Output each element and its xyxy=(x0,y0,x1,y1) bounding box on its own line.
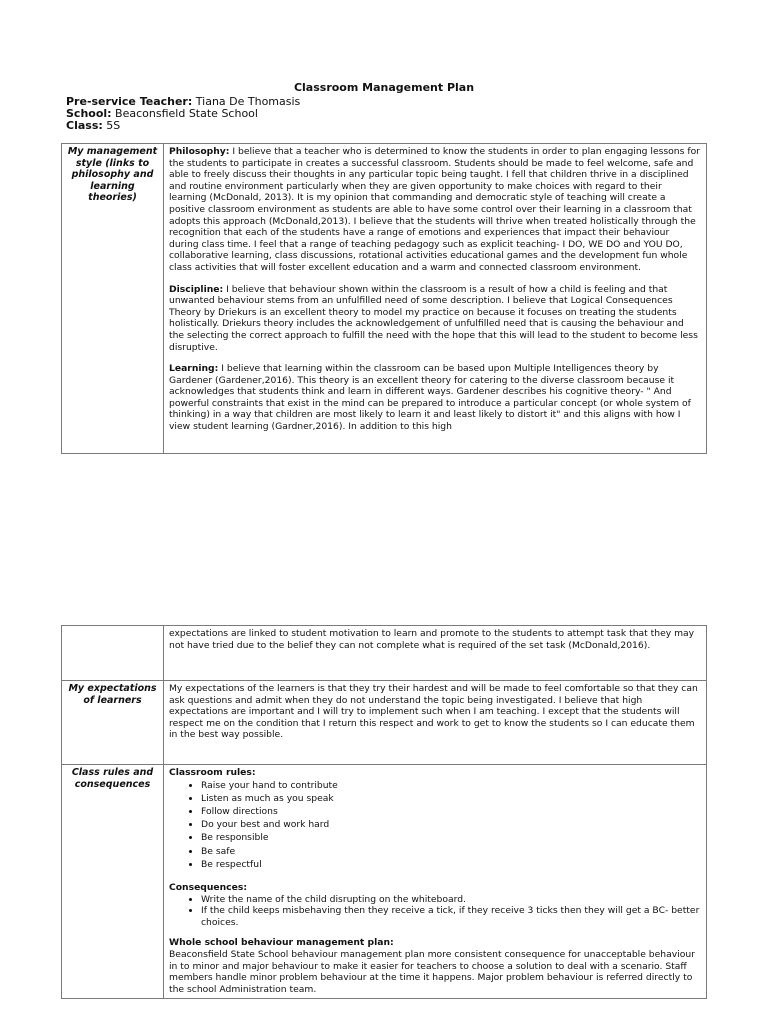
discipline-text: I believe that behaviour shown within the classroom is a result of how a child is feeling and that unwanted behaviour stems from an unfulfilled need of some description. I believe that Logical Consequences Theory by Driekurs is an excellent theory to model my practice on because it focuses on treating the students holistically. Driekurs theory includes the acknowledgement of unfulfilled need that is causing the behaviour and the selecting the correct approach to fulfill the need with the hope that this will lead to the student to become less disruptive. xyxy=(169,283,698,353)
table-row xyxy=(62,681,707,765)
list-item: • Be responsible xyxy=(201,831,701,844)
rules-heading: Classroom rules: xyxy=(169,767,256,778)
philosophy-paragraph xyxy=(169,146,701,274)
whole-school-text: Beaconsfield State School behaviour management plan more consistent consequence for unacceptable behaviour in to minor and major behaviour to make it easier for teachers to choose a solution to deal with a scenario. Staff members handle minor problem behaviour at the time it happens. Major problem behaviour is referred directly to the school Administration team. xyxy=(169,948,695,995)
school-label: School: xyxy=(66,107,112,120)
table-row xyxy=(62,765,707,999)
list-item: • Do your best and work hard xyxy=(201,818,701,831)
philosophy-heading: Philosophy: xyxy=(169,146,230,157)
continued-cell xyxy=(164,626,707,681)
list-item: • Listen as much as you speak xyxy=(201,792,701,805)
page-title: Classroom Management Plan xyxy=(293,81,475,94)
rules-label: Class rules and consequences xyxy=(62,765,164,999)
list-item: • Raise your hand to contribute xyxy=(201,779,701,792)
class-line xyxy=(66,120,120,132)
class-value: 5S xyxy=(102,119,121,132)
learning-paragraph xyxy=(169,363,701,433)
expectations-text: My expectations of the learners is that they try their hardest and will be made to feel comfortable so that they can ask questions and admit when they do not understand the topic being investigated. I believe that high expectations are important and I will try to implement such when I am teaching. I except that the students will respect me on the condition that I return this respect and work to get to know the students so I can educate them in the best way possible. xyxy=(169,683,698,741)
consequences-list xyxy=(169,894,701,929)
learning-heading: Learning: xyxy=(169,363,219,375)
learning-text: I believe that learning within the classroom can be based upon Multiple Intelligences theory by Gardener (Gardener,2016). This theory is an excellent theory for catering to the diverse classroom because it acknowledges that students think and learn in different ways. Gardener describes his cognitive theory- " And powerful constraints that exist in the mind can be prepared to introduce a particular concept (or whole system of thinking) in a way that children are most likely to learn it and least likely to distort it" and this aligns with how I view student learning (Gardner,2016). In addition to this high xyxy=(169,363,691,433)
continued-label-cell xyxy=(62,626,164,681)
teacher-value: Tiana De Thomasis xyxy=(192,95,301,108)
discipline-paragraph xyxy=(169,284,701,354)
discipline-heading: Discipline: xyxy=(169,283,224,295)
school-value: Beaconsfield State School xyxy=(111,107,258,120)
whole-school-heading: Whole school behaviour management plan: xyxy=(169,937,394,949)
plan-table-page1 xyxy=(61,143,707,454)
consequences-heading: Consequences: xyxy=(169,882,248,894)
list-item: • Be safe xyxy=(201,845,701,858)
management-style-cell xyxy=(164,144,707,454)
expectations-label: My expectations of learners xyxy=(62,681,164,765)
rules-list xyxy=(169,779,701,871)
list-item: • Be respectful xyxy=(201,858,701,871)
class-label: Class: xyxy=(66,119,103,132)
list-item: • Write the name of the child disrupting on the whiteboard. xyxy=(201,894,701,906)
teacher-label: Pre-service Teacher: xyxy=(66,95,193,108)
expectations-cell xyxy=(164,681,707,765)
list-item: • If the child keeps misbehaving then they receive a tick, if they receive 3 ticks then they will get a BC- better choices. xyxy=(201,905,701,928)
philosophy-text: I believe that a teacher who is determined to know the students in order to plan engaging lessons for the students to participate in creates a successful classroom. Students should be made to feel welcome, safe and able to freely discuss their thoughts in any particular topic being taught. I fell that children thrive in a disciplined and routine environment particularly when they are given opportunity to make choices with regard to their learning (McDonald, 2013). It is my opinion that commanding and democratic style of teaching will create a positive classroom environment as students are able to have some control over their learning in a classroom that adopts this approach (McDonald,2013). I believe that the students will thrive when treated holistically through the recognition that each of the students have a range of emotions and experiences that impact their behaviour during class time. I feel that a range of teaching pedagogy such as explicit teaching- I DO, WE DO and YOU DO, collaborative learning, class discussions, rotational activities educational games and the development fun whole class activities that will foster excellent education and a warm and connected classroom environment. xyxy=(169,146,700,273)
list-item: • Follow directions xyxy=(201,805,701,818)
management-style-label: My management style (links to philosophy and learning theories) xyxy=(62,144,164,454)
plan-table-page2 xyxy=(61,625,707,999)
rules-cell xyxy=(164,765,707,999)
table-row xyxy=(62,626,707,681)
table-row xyxy=(62,144,707,454)
management-style-content xyxy=(169,146,701,450)
continued-text: expectations are linked to student motivation to learn and promote to the students to attempt task that they may not have tried due to the belief they can not complete what is required of the set task (McDonald,2016). xyxy=(169,628,695,651)
